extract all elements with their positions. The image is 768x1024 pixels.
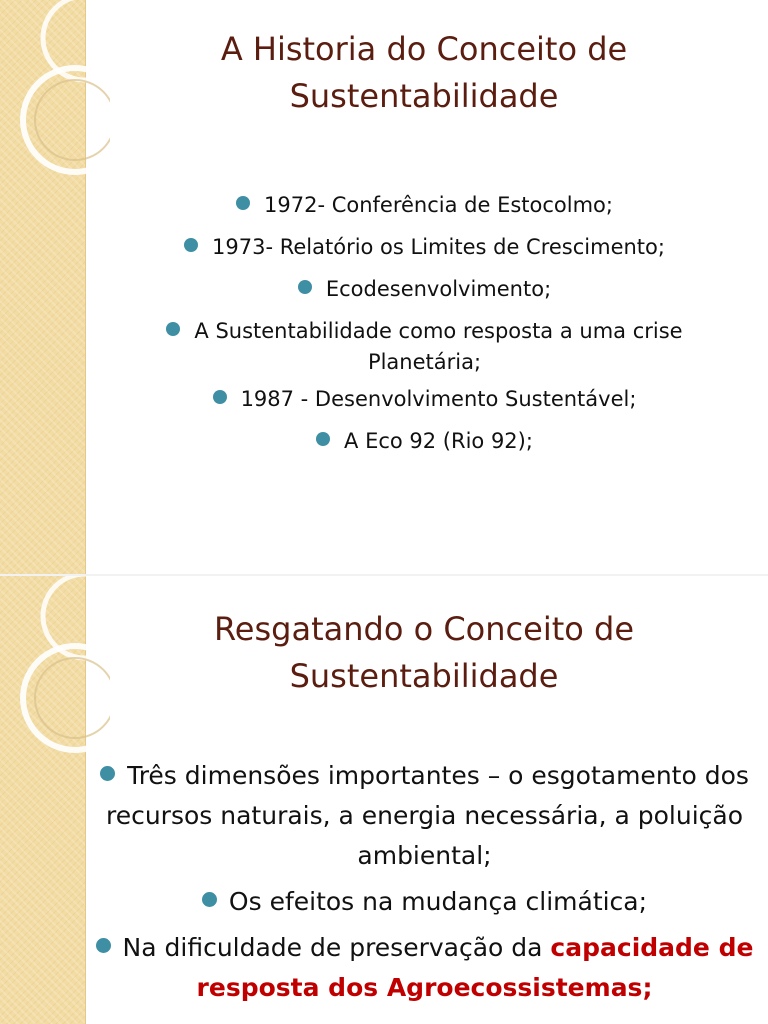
list-item — [95, 928, 754, 1008]
slide-1-title-line-2: Sustentabilidade — [289, 77, 559, 115]
bullet-dot-icon — [213, 390, 227, 404]
decorative-side-stripe — [0, 0, 86, 574]
bullet-text: Três dimensões importantes – o esgotamento dos recursos naturais, a energia necessária, a poluição ambiental; — [105, 761, 749, 870]
bullet-dot-icon — [298, 280, 312, 294]
bullet-dot-icon — [100, 766, 115, 781]
decorative-side-stripe — [0, 576, 86, 1024]
list-item — [95, 882, 754, 922]
decorative-rings-icon — [0, 576, 110, 1024]
list-item — [95, 384, 754, 415]
bullet-dot-icon — [316, 432, 330, 446]
bullet-dot-icon — [166, 322, 180, 336]
slide-2-title-line-1: Resgatando o Conceito de — [214, 610, 634, 648]
bullet-text: Os efeitos na mudança climática; — [228, 887, 648, 916]
bullet-text: A Eco 92 (Rio 92); — [344, 429, 533, 453]
bullet-text: 1973- Relatório os Limites de Crescimento; — [212, 235, 665, 259]
slide-2-bullet-list — [95, 756, 754, 1014]
list-item — [95, 274, 754, 305]
bullet-text: A Sustentabilidade como resposta a uma crise Planetária; — [194, 319, 683, 374]
slide-1-bullet-list — [95, 190, 754, 468]
bullet-dot-icon — [202, 892, 217, 907]
bullet-dot-icon — [96, 938, 111, 953]
list-item — [95, 316, 754, 378]
list-item — [95, 190, 754, 221]
bullet-dot-icon — [184, 238, 198, 252]
list-item — [95, 232, 754, 263]
slide-2-title-line-2: Sustentabilidade — [289, 657, 559, 695]
bullet-text: 1972- Conferência de Estocolmo; — [264, 193, 613, 217]
bullet-text: 1987 - Desenvolvimento Sustentável; — [240, 387, 637, 411]
slide-2 — [0, 576, 768, 1024]
bullet-dot-icon — [236, 196, 250, 210]
bullet-text: Ecodesenvolvimento; — [325, 277, 552, 301]
list-item — [95, 426, 754, 457]
slide-2-title — [100, 606, 748, 700]
decorative-rings-icon — [0, 0, 110, 574]
list-item — [95, 756, 754, 876]
slide-1-title-line-1: A Historia do Conceito de — [220, 30, 628, 68]
highlighted-text: capacidade de resposta dos Agroecossistemas; — [196, 933, 754, 1002]
slide-1-title — [100, 26, 748, 120]
bullet-text: Na dificuldade de preservação da — [122, 933, 551, 962]
